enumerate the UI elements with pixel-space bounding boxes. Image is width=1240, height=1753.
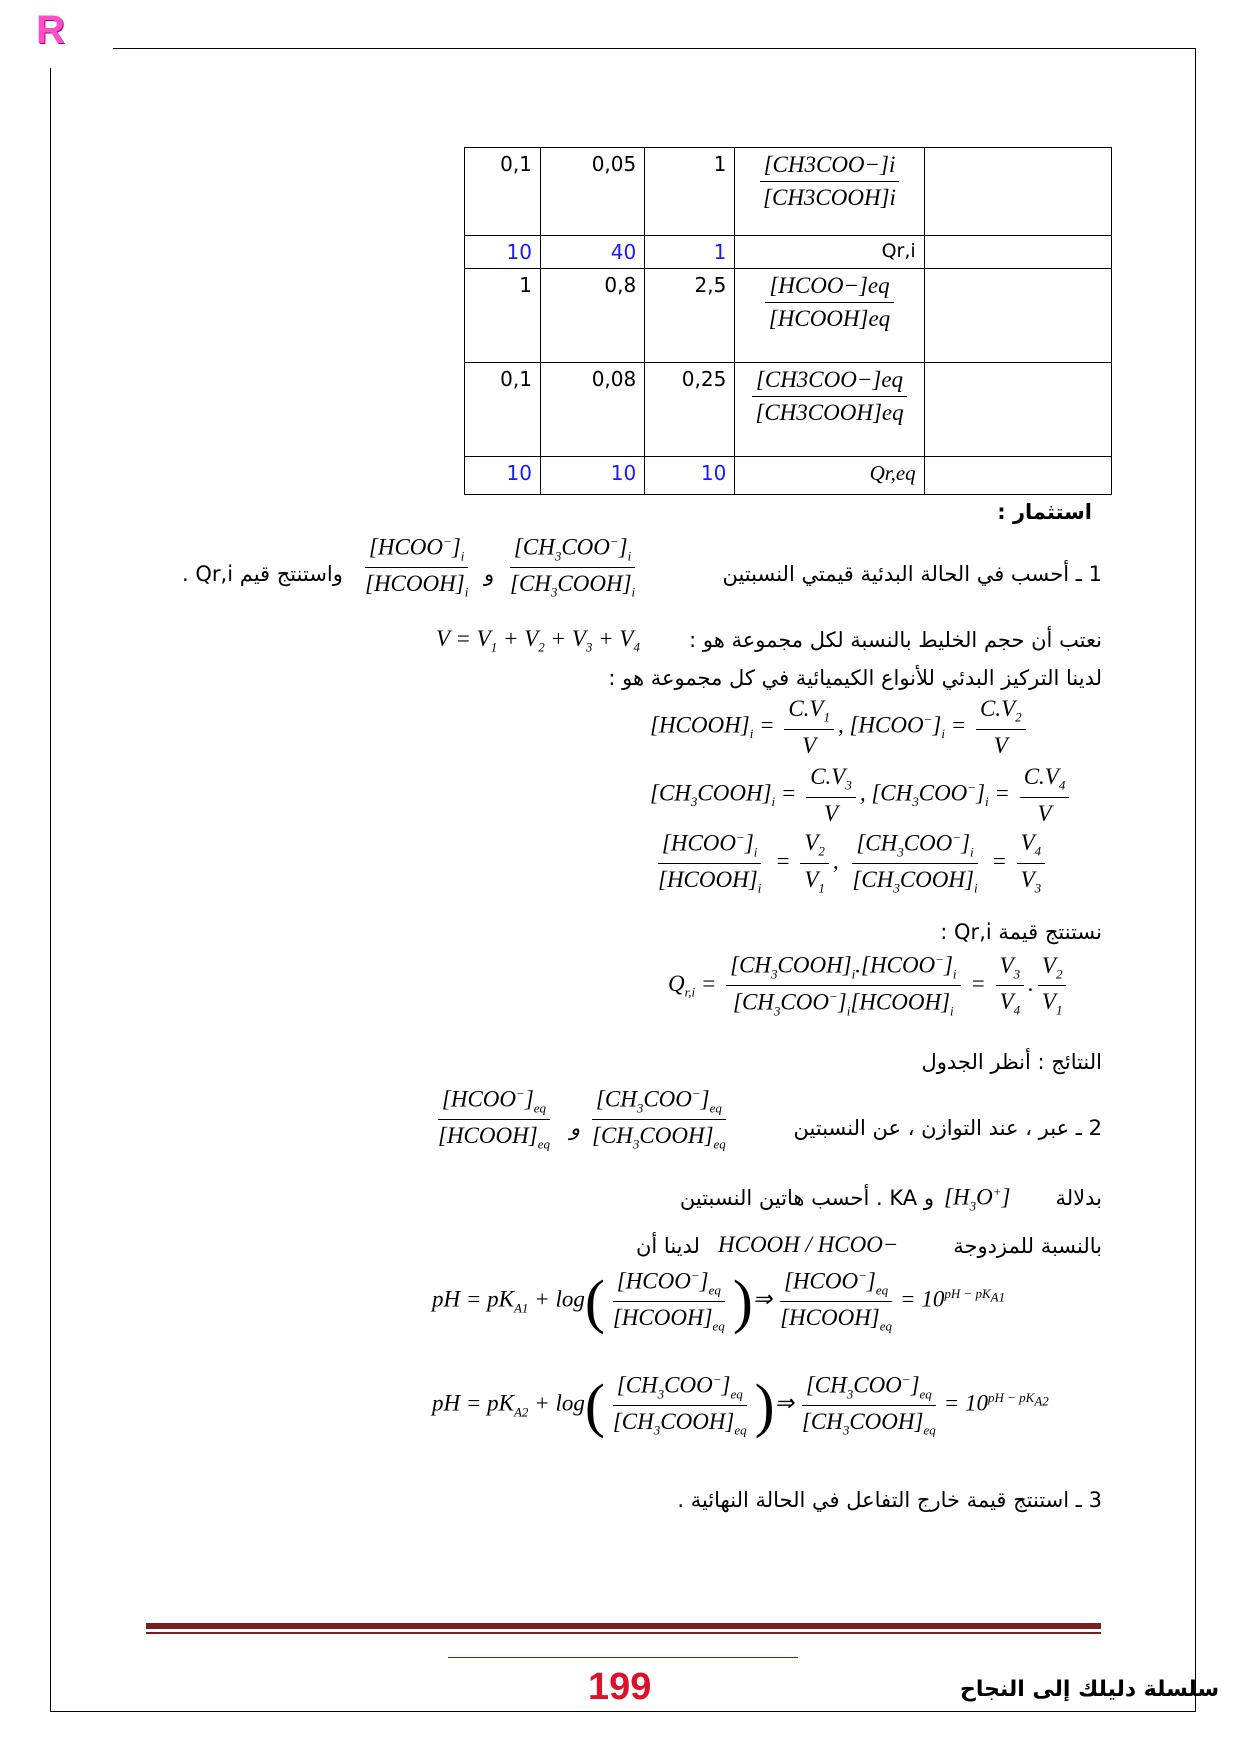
frame-right-border xyxy=(1195,48,1196,1711)
logo: R xyxy=(36,8,65,52)
table-empty-cell xyxy=(924,236,1111,269)
fraction-numerator: [HCOO−]eq xyxy=(765,273,893,303)
footer-rule-thin xyxy=(146,1632,1101,1634)
table-cell: 0,05 xyxy=(540,148,644,236)
frame-bottom-border xyxy=(50,1711,1196,1712)
table-cell: 10 xyxy=(465,236,541,269)
table-row xyxy=(465,457,1112,495)
frame-top-border xyxy=(113,48,1196,49)
results-sentence: النتائج : أنظر الجدول xyxy=(921,1050,1102,1074)
table-cell: 1 xyxy=(465,269,541,363)
table-cell: 0,25 xyxy=(645,363,735,457)
equation-hcooh-initial: $[HCOOH]_i$ = $\frac{C.V_1}{V}$ , $[HCOO^-]_i$ = $\frac{C.V_2}{V}$ xyxy=(650,696,1030,759)
table-cell: 10 xyxy=(645,457,735,495)
footer-rule xyxy=(146,1623,1101,1629)
volume-sentence: نعتب أن حجم الخليط بالنسبة لكل مجموعة هو : xyxy=(689,628,1102,652)
equation-ratios-initial: $\frac{[HCOO^-]_i}{[HCOOH]_i}$ = $\frac{V_2}{V_1}$ , $\frac{[CH_3COO^-]_i}{[CH_3COOH]_i}$ = $\frac{V_4}{V_3}$ xyxy=(650,830,1049,897)
table-row xyxy=(465,148,1112,236)
fraction-ch3coo-initial: $\frac{[CH_3COO^-]_i}{[CH_3COOH]_i}$ xyxy=(510,534,636,600)
equation-ph-ch3cooh: pH = $pK_{A2} + \log$( $\frac{[CH_3COO^-]_{eq}}{[CH_3COOH]_{eq}}$ )⇒ $\frac{[CH_3COO^-]_{eq}}{[CH_3COOH]_{eq}}$ = $10^{pH - pK_{A2}}$ xyxy=(432,1372,1049,1439)
section-heading: استثمار : xyxy=(997,500,1092,524)
fraction-denominator: [CH3COOH]eq xyxy=(755,400,904,425)
table-cell: 0,08 xyxy=(540,363,644,457)
question-1-tail: واستنتج قيم Qr,i . xyxy=(182,562,343,586)
table-label-cell xyxy=(735,363,924,457)
conjunction-and: و xyxy=(570,1116,581,1140)
question-1-text: 1 ـ أحسب في الحالة البدئية قيمتي النسبتين xyxy=(722,562,1102,586)
question-2-line2-tail: و KA . أحسب هاتين النسبتين xyxy=(679,1186,934,1210)
table-empty-cell xyxy=(924,457,1111,495)
results-table xyxy=(464,147,1112,495)
couple-sentence: بالنسبة للمزدوجة xyxy=(953,1234,1102,1258)
table-cell: 2,5 xyxy=(645,269,735,363)
series-title: سلسلة دليلك إلى النجاح xyxy=(960,1677,1220,1702)
footer-blue-rule xyxy=(448,1657,798,1658)
equation-ph-hcooh: pH = $pK_{A1} + \log$( $\frac{[HCOO^-]_{eq}}{[HCOOH]_{eq}}$ )⇒ $\frac{[HCOO^-]_{eq}}{[HCOOH]_{eq}}$ = $10^{pH - pK_{A1}}$ xyxy=(432,1268,1006,1335)
h3o-concentration: $[H_3O^+]$ xyxy=(944,1184,1011,1214)
fraction-hcoo-initial: $\frac{[HCOO^-]_i}{[HCOOH]_i}$ xyxy=(365,534,469,600)
table-cell: 0,1 xyxy=(465,363,541,457)
table-cell: 1 xyxy=(645,236,735,269)
table-row xyxy=(465,269,1112,363)
question-2-line2: بدلالة xyxy=(1055,1186,1102,1210)
fraction-numerator: [CH3COO−]eq xyxy=(752,367,907,397)
frame-left-border xyxy=(50,68,51,1711)
table-label-cell: Qr,eq xyxy=(735,457,924,495)
table-cell: 40 xyxy=(540,236,644,269)
table-cell: 10 xyxy=(540,457,644,495)
table-cell: 0,1 xyxy=(465,148,541,236)
fraction-ch3coo-eq: $\frac{[CH_3COO^-]_{eq}}{[CH_3COOH]_{eq}}$ xyxy=(592,1086,726,1152)
couple-sentence-tail: لدينا أن xyxy=(636,1234,700,1258)
table-row xyxy=(465,236,1112,269)
deduce-q-sentence: نستنتج قيمة Qr,i : xyxy=(940,920,1102,944)
page-number: 199 xyxy=(588,1666,652,1708)
fraction-denominator: [CH3COOH]i xyxy=(763,185,896,210)
fraction-numerator: [CH3COO−]i xyxy=(760,152,900,182)
table-label-cell xyxy=(735,269,924,363)
fraction-denominator: [HCOOH]eq xyxy=(768,306,891,331)
volume-equation: $V = V_1 + V_2 + V_3 + V_4$ xyxy=(436,626,640,655)
couple-formula: HCOOH / HCOO− xyxy=(718,1232,899,1257)
question-3-text: 3 ـ استنتج قيمة خارج التفاعل في الحالة النهائية . xyxy=(677,1488,1102,1512)
table-label-cell: Qr,i xyxy=(735,236,924,269)
table-empty-cell xyxy=(924,363,1111,457)
question-2-text: 2 ـ عبر ، عند التوازن ، عن النسبتين xyxy=(793,1116,1102,1140)
equation-q-initial: $Q_{r,i}$ = $\frac{[CH_3COOH]_i.[HCOO^-]_i}{[CH_3COO^-]_i[HCOOH]_i}$ = $\frac{V_3}{V_4}$ . $\frac{V_2}{V_1}$ xyxy=(668,952,1070,1020)
table-empty-cell xyxy=(924,148,1111,236)
table-label-cell xyxy=(735,148,924,236)
table-row xyxy=(465,363,1112,457)
table-cell: 0,8 xyxy=(540,269,644,363)
table-cell: 1 xyxy=(645,148,735,236)
equation-ch3cooh-initial: $[CH_3COOH]_i$ = $\frac{C.V_3}{V}$ , $[CH_3COO^-]_i$ = $\frac{C.V_4}{V}$ xyxy=(650,764,1073,827)
fraction-hcoo-eq: $\frac{[HCOO^-]_{eq}}{[HCOOH]_{eq}}$ xyxy=(438,1086,550,1152)
table-cell: 10 xyxy=(465,457,541,495)
conjunction-and: و xyxy=(484,562,495,586)
table-empty-cell xyxy=(924,269,1111,363)
concentration-sentence: لدينا التركيز البدئي للأنواع الكيميائية في كل مجموعة هو : xyxy=(608,666,1102,690)
